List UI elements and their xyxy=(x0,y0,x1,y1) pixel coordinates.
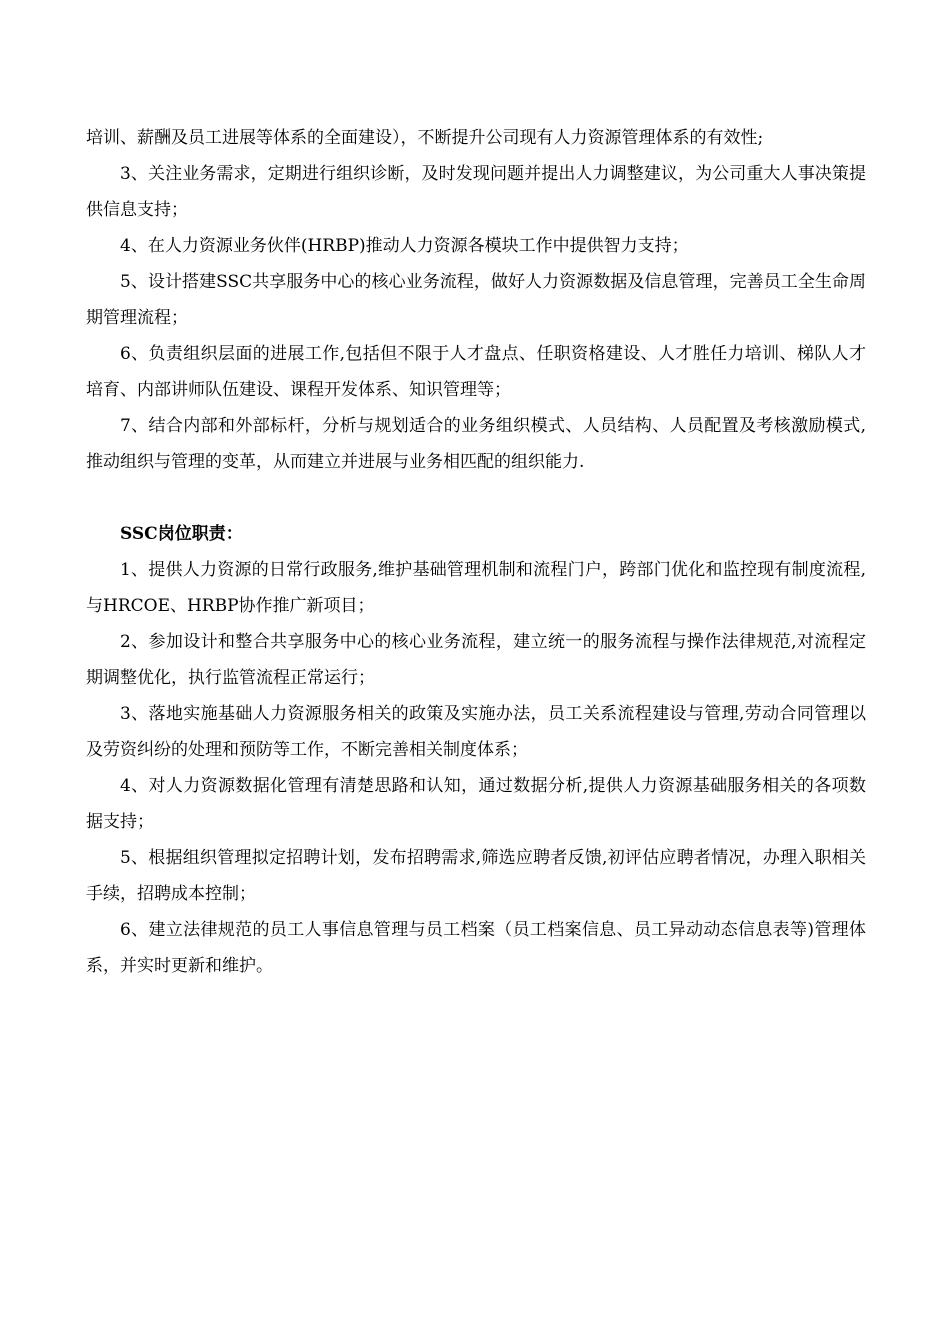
ssc-item-3: 3、落地实施基础人力资源服务相关的政策及实施办法，员工关系流程建设与管理,劳动合同管理以及劳资纠纷的处理和预防等工作，不断完善相关制度体系； xyxy=(86,704,866,760)
paragraph-item-6: 6、负责组织层面的进展工作,包括但不限于人才盘点、任职资格建设、人才胜任力培训、梯队人才培育、内部讲师队伍建设、课程开发体系、知识管理等； xyxy=(86,344,866,400)
section-spacer xyxy=(86,480,866,516)
ssc-item-6: 6、建立法律规范的员工人事信息管理与员工档案（员工档案信息、员工异动动态信息表等)管理体系，并实时更新和维护。 xyxy=(86,920,866,976)
paragraph-item-5: 5、设计搭建SSC共享服务中心的核心业务流程，做好人力资源数据及信息管理，完善员工全生命周期管理流程； xyxy=(86,272,866,328)
document-page xyxy=(86,120,866,984)
paragraph-item-7: 7、结合内部和外部标杆，分析与规划适合的业务组织模式、人员结构、人员配置及考核激励模式,推动组织与管理的变革，从而建立并进展与业务相匹配的组织能力. xyxy=(86,416,866,472)
section-hr-responsibilities xyxy=(86,120,866,480)
ssc-item-5: 5、根据组织管理拟定招聘计划，发布招聘需求,筛选应聘者反馈,初评估应聘者情况，办理入职相关手续，招聘成本控制； xyxy=(86,848,866,904)
ssc-item-4: 4、对人力资源数据化管理有清楚思路和认知，通过数据分析,提供人力资源基础服务相关的各项数据支持； xyxy=(86,776,866,832)
section-heading-ssc: SSC岗位职责： xyxy=(120,524,243,544)
ssc-item-2: 2、参加设计和整合共享服务中心的核心业务流程，建立统一的服务流程与操作法律规范,对流程定期调整优化，执行监管流程正常运行； xyxy=(86,632,866,688)
paragraph-item-4: 4、在人力资源业务伙伴(HRBP)推动人力资源各模块工作中提供智力支持； xyxy=(120,236,689,256)
ssc-item-1: 1、提供人力资源的日常行政服务,维护基础管理机制和流程门户，跨部门优化和监控现有制度流程,与HRCOE、HRBP协作推广新项目； xyxy=(86,560,866,616)
section-ssc-responsibilities xyxy=(86,516,866,984)
paragraph-item-3: 3、关注业务需求，定期进行组织诊断，及时发现问题并提出人力调整建议，为公司重大人事决策提供信息支持； xyxy=(86,164,866,220)
paragraph-continuation: 培训、薪酬及员工进展等体系的全面建设），不断提升公司现有人力资源管理体系的有效性; xyxy=(86,128,764,148)
